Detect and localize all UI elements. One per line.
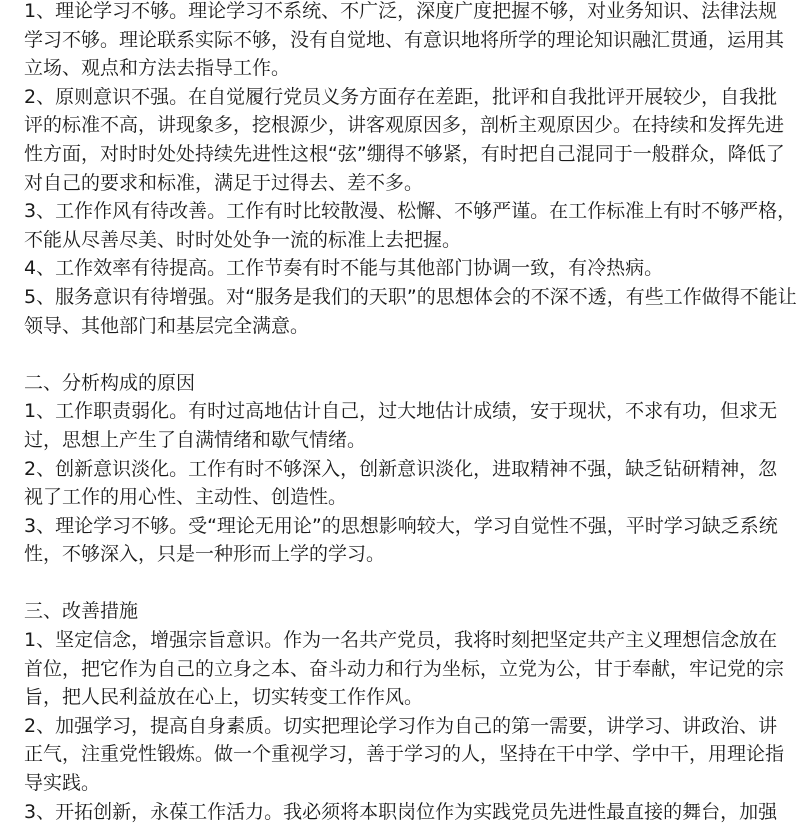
text-line: 4、工作效率有待提高。工作节奏有时不能与其他部门协调一致，有冷热病。 [24, 257, 664, 280]
document-body [24, 0, 797, 826]
text-line: 正气，注重党性锻炼。做一个重视学习，善于学习的人，坚持在干中学、学中干，用理论指 [24, 743, 785, 766]
text-line: 领导、其他部门和基层完全满意。 [24, 314, 310, 337]
text-line: 立场、观点和方法去指导工作。 [24, 57, 291, 80]
text-line: 性方面，对时时处处持续先进性这根“弦”绷得不够紧，有时把自己混同于一般群众，降低了 [24, 142, 785, 165]
text-line: 不能从尽善尽美、时时处处争一流的标准上去把握。 [24, 228, 462, 251]
text-line: 评的标准不高，讲现象多，挖根源少，讲客观原因多，剖析主观原因少。在持续和发挥先进 [24, 114, 785, 137]
paragraph [24, 0, 794, 83]
text-line: 1、坚定信念，增强宗旨意识。作为一名共产党员，我将时刻把坚定共产主义理想信念放在 [24, 629, 778, 652]
paragraph [24, 397, 794, 454]
text-line: 5、服务意识有待增强。对“服务是我们的天职”的思想体会的不深不透，有些工作做得不能让 [24, 285, 797, 308]
paragraph [24, 712, 794, 798]
blank-line [24, 340, 794, 369]
section-heading: 三、改善措施 [24, 600, 139, 623]
section-heading: 二、分析构成的原因 [24, 371, 196, 394]
paragraph [24, 254, 794, 283]
text-line: 2、加强学习，提高自身素质。切实把理论学习作为自己的第一需要，讲学习、讲政治、讲 [24, 714, 778, 737]
paragraph [24, 283, 797, 340]
paragraph [24, 83, 794, 197]
text-line: 首位，把它作为自己的立身之本、奋斗动力和行为坐标，立党为公，甘于奉献，牢记党的宗 [24, 657, 785, 680]
text-line: 过，思想上产生了自满情绪和歇气情绪。 [24, 428, 367, 451]
text-line: 1、工作职责弱化。有时过高地估计自己，过大地估计成绩，安于现状，不求有功，但求无 [24, 400, 778, 423]
text-line: 性，不够深入，只是一种形而上学的学习。 [24, 543, 386, 566]
text-line: 旨，把人民利益放在心上，切实转变工作作风。 [24, 686, 424, 709]
text-line: 对自己的要求和标准，满足于过得去、差不多。 [24, 171, 424, 194]
text-line: 3、工作作风有待改善。工作有时比较散漫、松懈、不够严谨。在工作标准上有时不够严格， [24, 200, 797, 223]
paragraph [24, 798, 794, 826]
text-line: 学习不够。理论联系实际不够，没有自觉地、有意识地将所学的理论知识融汇贯通，运用其 [24, 28, 785, 51]
text-line: 2、创新意识淡化。工作有时不够深入，创新意识淡化，进取精神不强，缺乏钻研精神，忽 [24, 457, 778, 480]
text-line: 视了工作的用心性、主动性、创造性。 [24, 486, 348, 509]
text-line: 3、理论学习不够。受“理论无用论”的思想影响较大，学习自觉性不强，平时学习缺乏系统 [24, 514, 778, 537]
paragraph [24, 626, 794, 712]
text-line: 2、原则意识不强。在自觉履行党员义务方面存在差距，批评和自我批评开展较少，自我批 [24, 85, 778, 108]
paragraph [24, 512, 794, 569]
paragraph [24, 455, 794, 512]
blank-line [24, 569, 794, 598]
text-line: 3、开拓创新，永葆工作活力。我必须将本职岗位作为实践党员先进性最直接的舞台，加强 [24, 800, 778, 823]
paragraph [24, 197, 797, 254]
text-line: 导实践。 [24, 772, 101, 795]
text-line: 1、理论学习不够。理论学习不系统、不广泛，深度广度把握不够，对业务知识、法律法规 [24, 0, 778, 22]
